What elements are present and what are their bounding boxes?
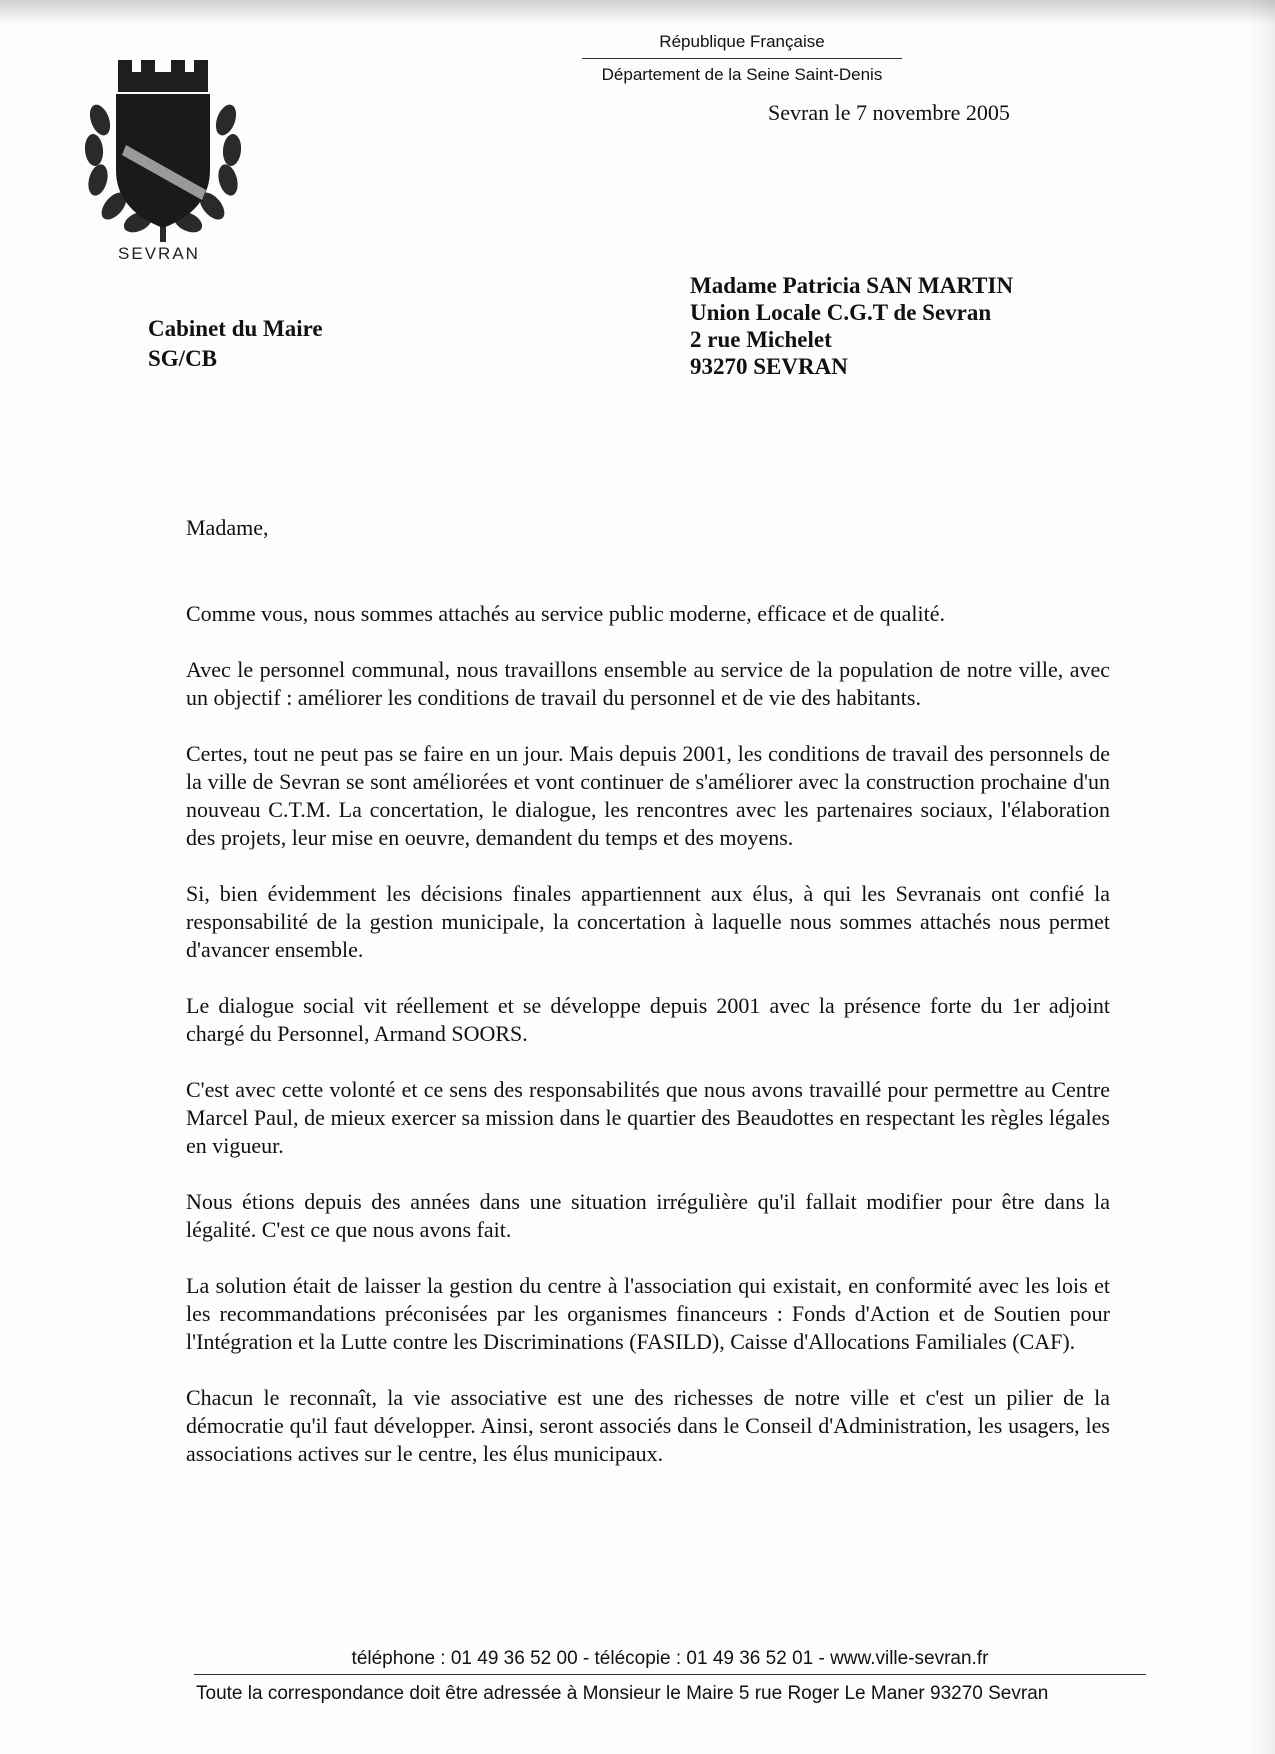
letterhead: [582, 32, 902, 85]
scan-shadow-right: [1249, 0, 1275, 1754]
republic-label: République Française: [582, 32, 902, 59]
letter-footer: [194, 1648, 1146, 1705]
paragraph: C'est avec cette volonté et ce sens des responsabilités que nous avons travaillé pour permettre au Centre Marcel Paul, de mieux exercer sa mission dans le quartier des Beaudottes en respectant les règles légales en vigueur.: [186, 1077, 1110, 1158]
salutation: Madame,: [186, 515, 269, 540]
paragraph: Chacun le reconnaît, la vie associative est une des richesses de notre ville et c'est un pilier de la démocratie qu'il faut développer. Ainsi, seront associés dans le Conseil d'Administration, les usagers, les associations actives sur le centre, les élus municipaux.: [186, 1385, 1110, 1466]
recipient-organization: Union Locale C.G.T de Sevran: [690, 300, 992, 325]
footer-address: Toute la correspondance doit être adressée à Monsieur le Maire 5 rue Roger Le Maner 93270 Sevran: [196, 1683, 1049, 1704]
recipient-block: [690, 272, 1013, 380]
recipient-name: Madame Patricia SAN MARTIN: [690, 273, 1014, 298]
paragraph: Certes, tout ne peut pas se faire en un jour. Mais depuis 2001, les conditions de travail des personnels de la ville de Sevran se sont améliorées et vont continuer de s'améliorer avec la construction prochaine d'un nouveau C.T.M. La concertation, le dialogue, les rencontres avec les partenaires sociaux, l'élaboration des projets, leur mise en oeuvre, demandent du temps et des moyens.: [186, 741, 1110, 850]
paragraph: La solution était de laisser la gestion du centre à l'association qui existait, en conformité avec les lois et les recommandations préconisées par les organismes financeurs : Fonds d'Action et de Soutien pour l'Intégration et la Lutte contre les Discriminations (FASILD), Caisse d'Allocations Familiales (CAF).: [186, 1273, 1110, 1354]
sender-reference: SG/CB: [148, 346, 218, 371]
sender-office: Cabinet du Maire: [148, 316, 323, 341]
logo-city-name: SEVRAN: [118, 244, 200, 263]
sender-block: [148, 314, 323, 374]
department-label: Département de la Seine Saint-Denis: [601, 65, 883, 84]
scan-shadow-top: [0, 0, 1275, 24]
recipient-street: 2 rue Michelet: [690, 327, 832, 352]
paragraph: Nous étions depuis des années dans une situation irrégulière qu'il fallait modifier pour être dans la légalité. C'est ce que nous avons fait.: [186, 1189, 1110, 1242]
coat-of-arms-icon: [78, 50, 248, 245]
paragraph: Si, bien évidemment les décisions finales appartiennent aux élus, à qui les Sevranais ont confié la responsabilité de la gestion municipale, la concertation à laquelle nous sommes attachés nous permet d'avancer ensemble.: [186, 881, 1110, 962]
paragraph: Le dialogue social vit réellement et se développe depuis 2001 avec la présence forte du 1er adjoint chargé du Personnel, Armand SOORS.: [186, 993, 1110, 1046]
footer-contact: téléphone : 01 49 36 52 00 - télécopie : 01 49 36 52 01 - www.ville-sevran.fr: [194, 1648, 1146, 1675]
recipient-city: 93270 SEVRAN: [690, 354, 848, 379]
letter-date: Sevran le 7 novembre 2005: [768, 100, 1010, 125]
letter-body: [186, 514, 1110, 1496]
paragraph: Avec le personnel communal, nous travaillons ensemble au service de la population de notre ville, avec un objectif : améliorer les conditions de travail du personnel et de vie des habitants.: [186, 657, 1110, 710]
paragraph: Comme vous, nous sommes attachés au service public moderne, efficace et de qualité.: [186, 601, 945, 626]
